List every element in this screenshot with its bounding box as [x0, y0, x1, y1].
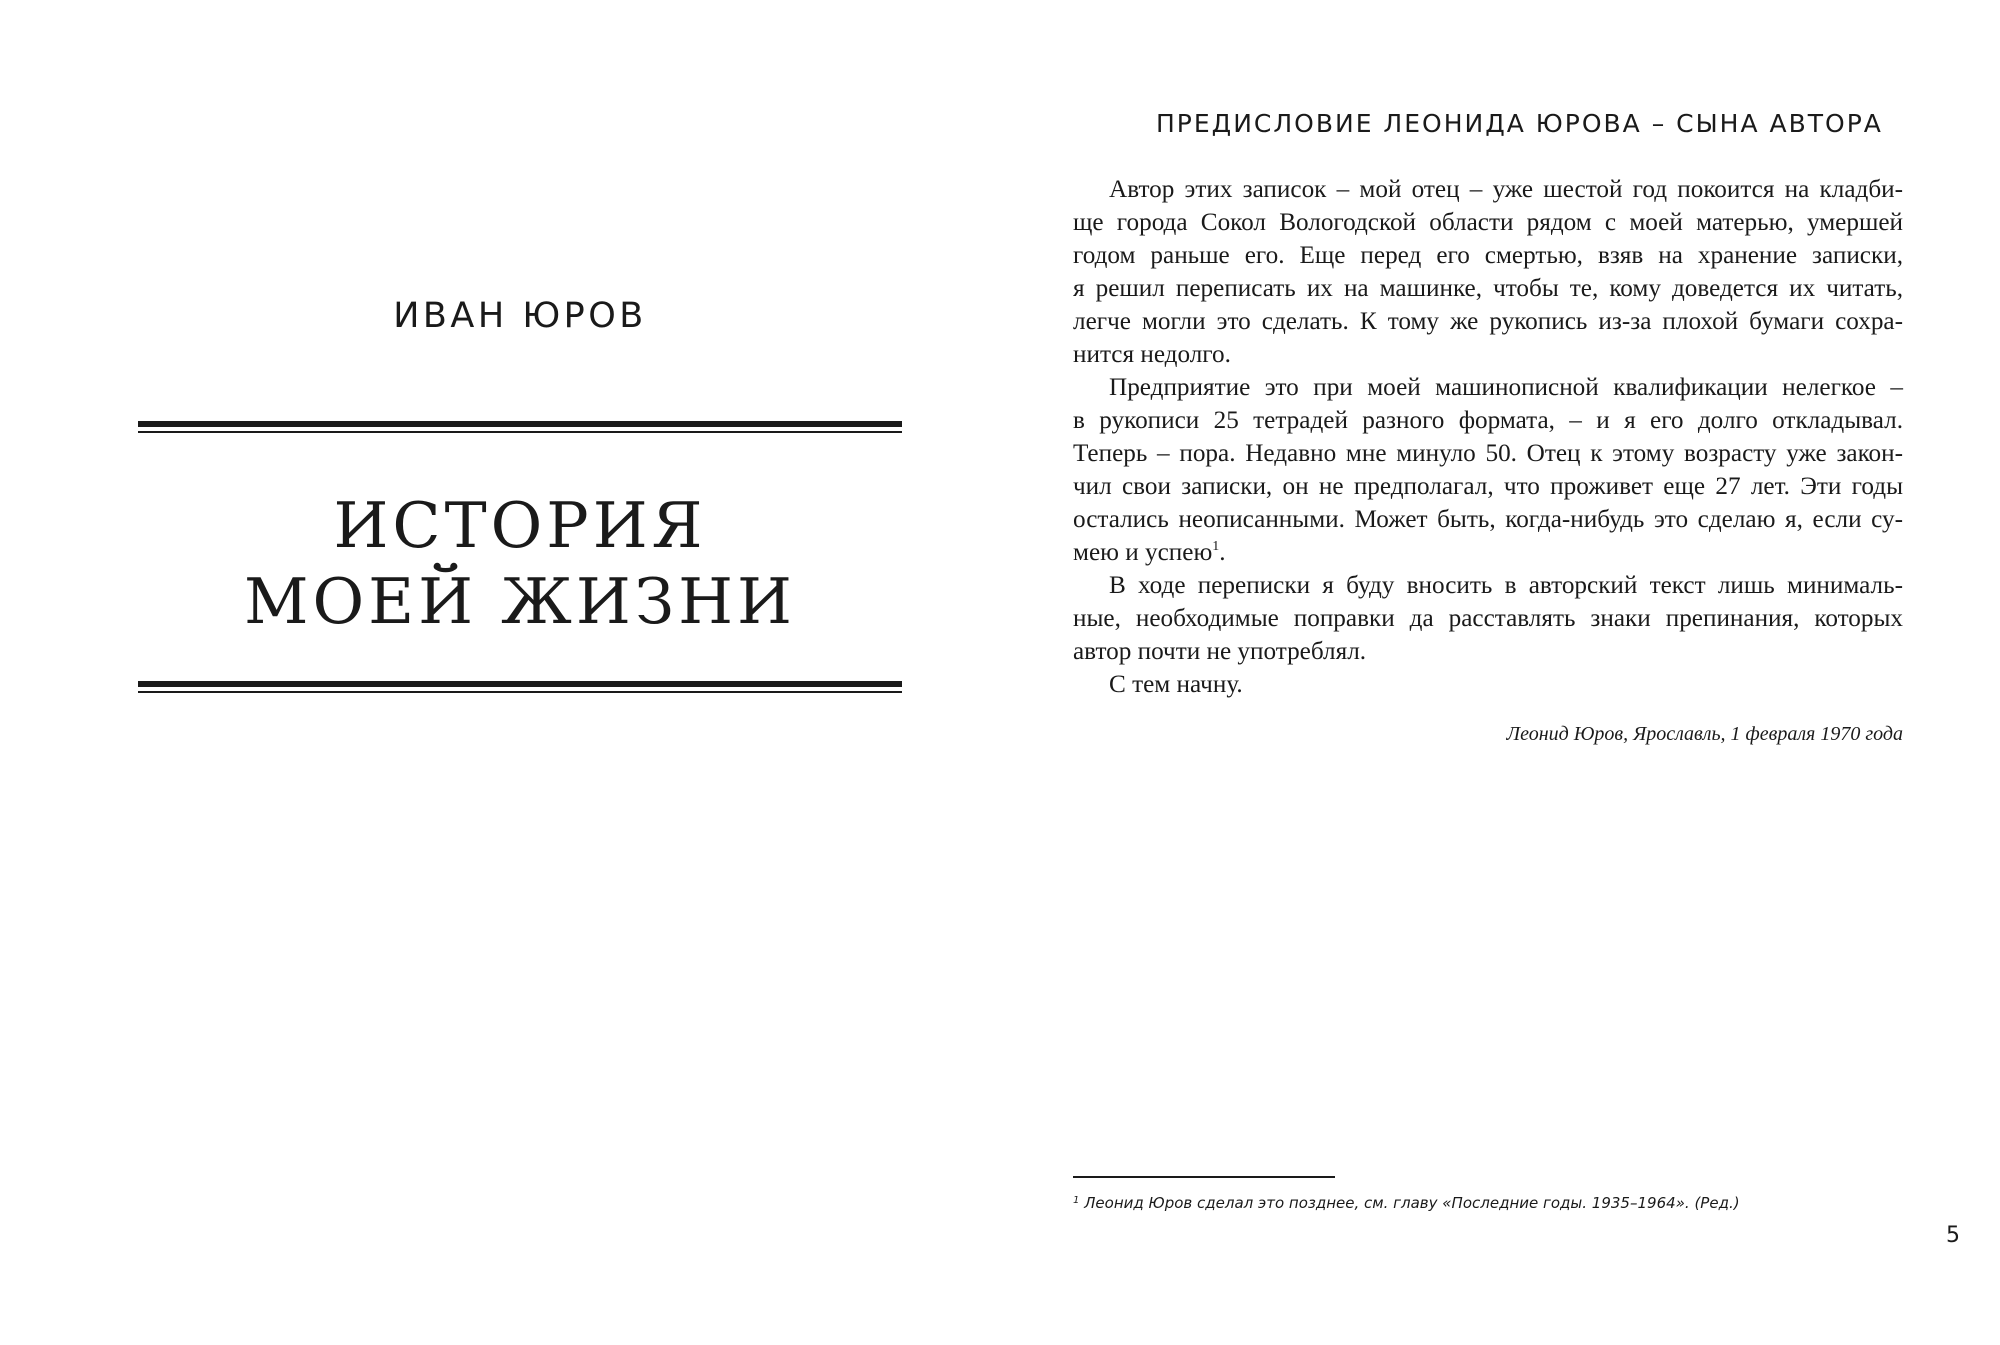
text-line: остались неописанными. Может быть, когда-нибудь это сделаю я, если су-: [1073, 506, 1903, 533]
text-line: В ходе переписки я буду вносить в авторский текст лишь минималь-: [1109, 572, 1903, 599]
footnote-reference[interactable]: 1: [1212, 539, 1220, 554]
footnote-text: Леонид Юров сделал это позднее, см. главу «Последние годы. 1935–1964». (Ред.): [1079, 1194, 1740, 1212]
text-line: автор почти не употреблял.: [1073, 638, 1367, 665]
footnote-marker: 1: [1073, 1195, 1080, 1206]
text-line: ще города Сокол Вологодской области рядом с моей матерью, умершей: [1073, 209, 1903, 236]
bottom-double-rule: [138, 681, 902, 693]
author-name: ИВАН ЮРОВ: [393, 296, 647, 336]
book-title-line-1: ИСТОРИЯ: [333, 489, 707, 562]
top-double-rule: [138, 421, 902, 433]
text-line: С тем начну.: [1109, 671, 1243, 698]
preface-body: [1073, 173, 1903, 701]
signature: Леонид Юров, Ярославль, 1 февраля 1970 года: [1506, 723, 1903, 745]
text-line: чил свои записки, он не предполагал, что проживет еще 27 лет. Эти годы: [1073, 473, 1903, 500]
text-fragment: .: [1219, 539, 1226, 566]
footnote: [1073, 1194, 1903, 1212]
text-line: в рукописи 25 тетрадей разного формата, – и я его долго откладывал.: [1073, 407, 1903, 434]
book-title: [138, 488, 902, 640]
text-line: я решил переписать их на машинке, чтобы те, кому доведется их читать,: [1073, 275, 1903, 302]
text-line: нится недолго.: [1073, 341, 1231, 368]
text-line-with-footnote: [1073, 536, 1903, 569]
preface-heading: ПРЕДИСЛОВИЕ ЛЕОНИДА ЮРОВА – СЫНА АВТОРА: [1156, 109, 1883, 138]
text-line: легче могли это сделать. К тому же рукопись из-за плохой бумаги сохра-: [1073, 308, 1903, 335]
text-line: годом раньше его. Еще перед его смертью, взяв на хранение записки,: [1073, 242, 1903, 269]
footnote-rule: [1073, 1176, 1335, 1178]
page-number: 5: [1946, 1223, 1960, 1248]
text-line: Предприятие это при моей машинописной квалификации нелегкое –: [1109, 374, 1903, 401]
text-line: Автор этих записок – мой отец – уже шестой год покоится на кладби-: [1109, 176, 1903, 203]
text-line: ные, необходимые поправки да расставлять знаки препинания, которых: [1073, 605, 1903, 632]
text-fragment: мею и успею: [1073, 539, 1213, 566]
text-line: Теперь – пора. Недавно мне минуло 50. Отец к этому возрасту уже закон-: [1073, 440, 1903, 467]
book-title-line-2: МОЕЙ ЖИЗНИ: [244, 565, 796, 638]
